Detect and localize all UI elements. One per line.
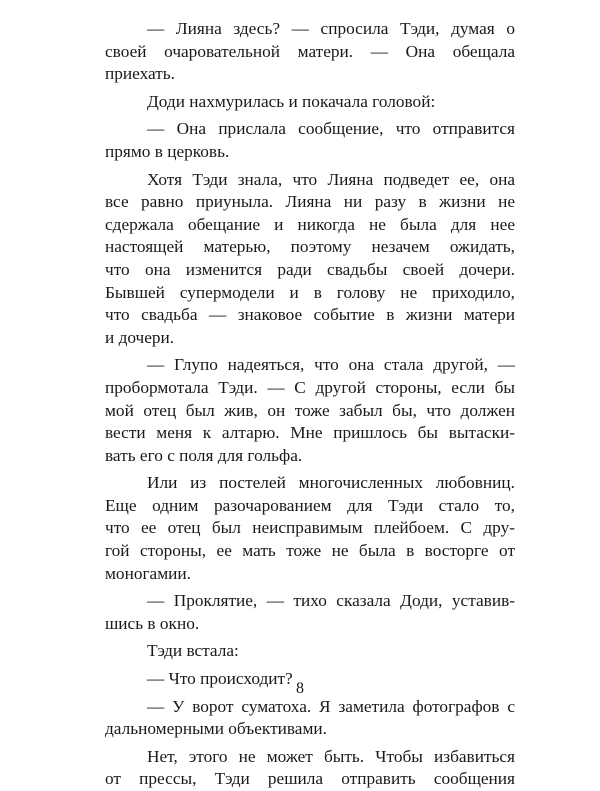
- paragraph: [105, 640, 515, 663]
- paragraph: [105, 91, 515, 114]
- text-line: что свадьба — знаковое событие в жизни матери: [105, 305, 515, 325]
- text-line: дальномерными объективами.: [105, 719, 327, 739]
- paragraph: [105, 472, 515, 585]
- text-line: Или из постелей многочисленных любовниц.: [147, 473, 515, 493]
- text-line: Бывшей супермодели и в голову не приходило,: [105, 282, 515, 302]
- text-line: прямо в церковь.: [105, 141, 230, 161]
- text-line: своей очаровательной матери. — Она обещала: [105, 41, 515, 61]
- paragraph: [105, 18, 515, 86]
- text-line: шись в окно.: [105, 613, 200, 633]
- body-text: [105, 18, 515, 791]
- paragraph: [105, 696, 515, 741]
- text-line: Хотя Тэди знала, что Лияна подведет ее, она: [147, 169, 515, 189]
- text-line: — Проклятие, — тихо сказала Доди, уставив-: [147, 591, 515, 611]
- text-line: пробормотала Тэди. — С другой стороны, если бы: [105, 377, 515, 397]
- text-line: приехать.: [105, 64, 175, 84]
- text-line: сдержала обещание и никогда не была для нее: [105, 214, 515, 234]
- text-line: Еще одним разочарованием для Тэди стало то,: [105, 495, 515, 515]
- text-line: от прессы, Тэди решила отправить сообщения: [105, 769, 515, 789]
- text-line: и дочери.: [105, 327, 175, 347]
- text-line: Тэди встала:: [147, 641, 239, 661]
- text-line: — У ворот суматоха. Я заметила фотографов с: [147, 696, 515, 716]
- text-line: — Глупо надеяться, что она стала другой, —: [147, 355, 515, 375]
- text-line: гой стороны, ее мать тоже не была в восторге от: [105, 541, 515, 561]
- text-line: Нет, этого не может быть. Чтобы избавиться: [147, 746, 515, 766]
- text-line: — Что происходит?: [147, 669, 293, 689]
- paragraph: [105, 169, 515, 350]
- paragraph: [105, 590, 515, 635]
- page-number: 8: [296, 680, 304, 697]
- text-line: — Лияна здесь? — спросила Тэди, думая о: [147, 19, 515, 38]
- paragraph: [105, 746, 515, 791]
- paragraph: [105, 118, 515, 163]
- text-line: Доди нахмурилась и покачала головой:: [147, 91, 436, 111]
- text-line: что она изменится ради свадьбы своей дочери.: [105, 259, 515, 279]
- paragraph: [105, 354, 515, 467]
- text-line: все равно приуныла. Лияна ни разу в жизни не: [105, 192, 515, 212]
- text-line: — Она прислала сообщение, что отправится: [147, 119, 515, 139]
- text-line: вать его с поля для гольфа.: [105, 445, 303, 465]
- text-line: что ее отец был неисправимым плейбоем. С дру-: [105, 518, 515, 538]
- text-line: настоящей матерью, поэтому незачем ожидать,: [105, 237, 515, 257]
- text-line: мой отец был жив, он тоже забыл бы, что должен: [105, 400, 515, 420]
- text-line: моногамии.: [105, 563, 191, 583]
- text-line: вести меня к алтарю. Мне пришлось бы вытаски-: [105, 423, 515, 443]
